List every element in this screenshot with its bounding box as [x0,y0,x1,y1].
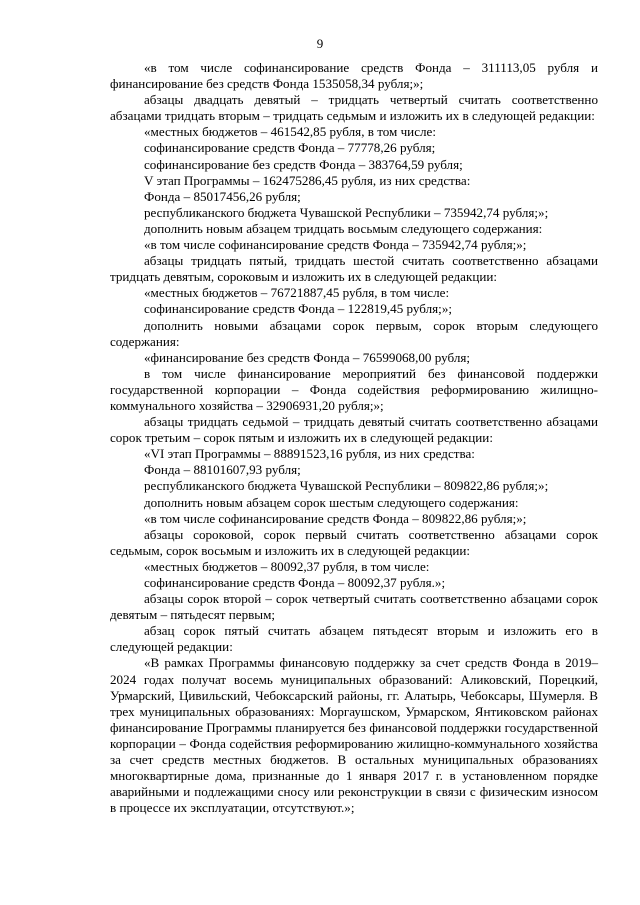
paragraph: абзацы тридцать седьмой – тридцать девятый считать соответственно абзацами сорок третьим – сорок пятым и изложить их в следующей редакции: [110,414,598,446]
paragraph: V этап Программы – 162475286,45 рубля, из них средства: [144,172,471,188]
paragraph: Фонда – 88101607,93 рубля; [144,462,301,478]
paragraph: софинансирование без средств Фонда – 383764,59 рубля; [144,156,463,172]
paragraph: в том числе финансирование мероприятий без финансовой поддержки государственной корпорации – Фонда содействия реформированию жилищно-коммунального хозяйства – 32906931,20 рубля;»; [110,365,598,413]
paragraph: Фонда – 85017456,26 рубля; [144,188,301,204]
paragraph: абзац сорок пятый считать абзацем пятьдесят вторым и изложить его в следующей редакции: [110,623,598,655]
page-number: 9 [316,36,324,51]
paragraph: абзацы тридцать пятый, тридцать шестой считать соответственно абзацами тридцать девятым, сороковым и изложить их в следующей редакции: [110,253,598,285]
paragraph: софинансирование средств Фонда – 77778,26 рубля; [144,140,436,156]
paragraph: «в том числе софинансирование средств Фонда – 809822,86 рубля;»; [144,510,527,526]
paragraph: абзацы двадцать девятый – тридцать четвертый считать соответственно абзацами тридцать вторым – тридцать седьмым и изложить их в следующей редакции: [110,92,598,124]
paragraph: софинансирование средств Фонда – 122819,45 рубля;»; [144,301,453,317]
paragraph: дополнить новыми абзацами сорок первым, сорок вторым следующего содержания: [110,317,598,349]
paragraph: «в том числе софинансирование средств Фонда – 735942,74 рубля;»; [144,237,527,253]
paragraph: «финансирование без средств Фонда – 76599068,00 рубля; [144,349,471,365]
paragraph: абзацы сорок второй – сорок четвертый считать соответственно абзацами сорок девятым – пятьдесят первым; [110,591,598,623]
document-body [110,60,598,816]
paragraph: «в том числе софинансирование средств Фонда – 311113,05 рубля и финансирование без средств Фонда 1535058,34 рубля;»; [110,60,598,92]
paragraph: дополнить новым абзацем тридцать восьмым следующего содержания: [144,220,543,236]
paragraph: «местных бюджетов – 80092,37 рубля, в том числе: [144,558,430,574]
paragraph: «В рамках Программы финансовую поддержку за счет средств Фонда в 2019–2024 годах получат восемь муниципальных образований: Аликовский, Порецкий, Урмарский, Цивильский, Чебоксарский районы, гг. Алатырь, Чебоксары, Шумерля. В трех муниципальных образованиях: Моргаушском, Урмарском, Янтиковском районах финансирование Программы планируется без финансовой поддержки государственной корпорации – Фонда содействия реформированию жилищно-коммунального хозяйства за счет средств местных бюджетов. В остальных муниципальных образованиях многоквартирные дома, признанные до 1 января 2017 г. в установленном порядке аварийными и подлежащими сносу или реконструкции в связи с физическим износом в процессе их эксплуатации, отсутствуют.»; [110,655,598,816]
paragraph: «местных бюджетов – 76721887,45 рубля, в том числе: [144,285,450,301]
paragraph: «местных бюджетов – 461542,85 рубля, в том числе: [144,124,436,140]
paragraph: абзацы сороковой, сорок первый считать соответственно абзацами сорок седьмым, сорок восьмым и изложить их в следующей редакции: [110,526,598,558]
paragraph: дополнить новым абзацем сорок шестым следующего содержания: [144,494,519,510]
paragraph: софинансирование средств Фонда – 80092,37 рубля.»; [144,575,446,590]
paragraph: республиканского бюджета Чувашской Республики – 735942,74 рубля;»; [144,204,549,220]
paragraph: республиканского бюджета Чувашской Республики – 809822,86 рубля;»; [144,478,549,494]
paragraph: «VI этап Программы – 88891523,16 рубля, из них средства: [144,446,475,462]
